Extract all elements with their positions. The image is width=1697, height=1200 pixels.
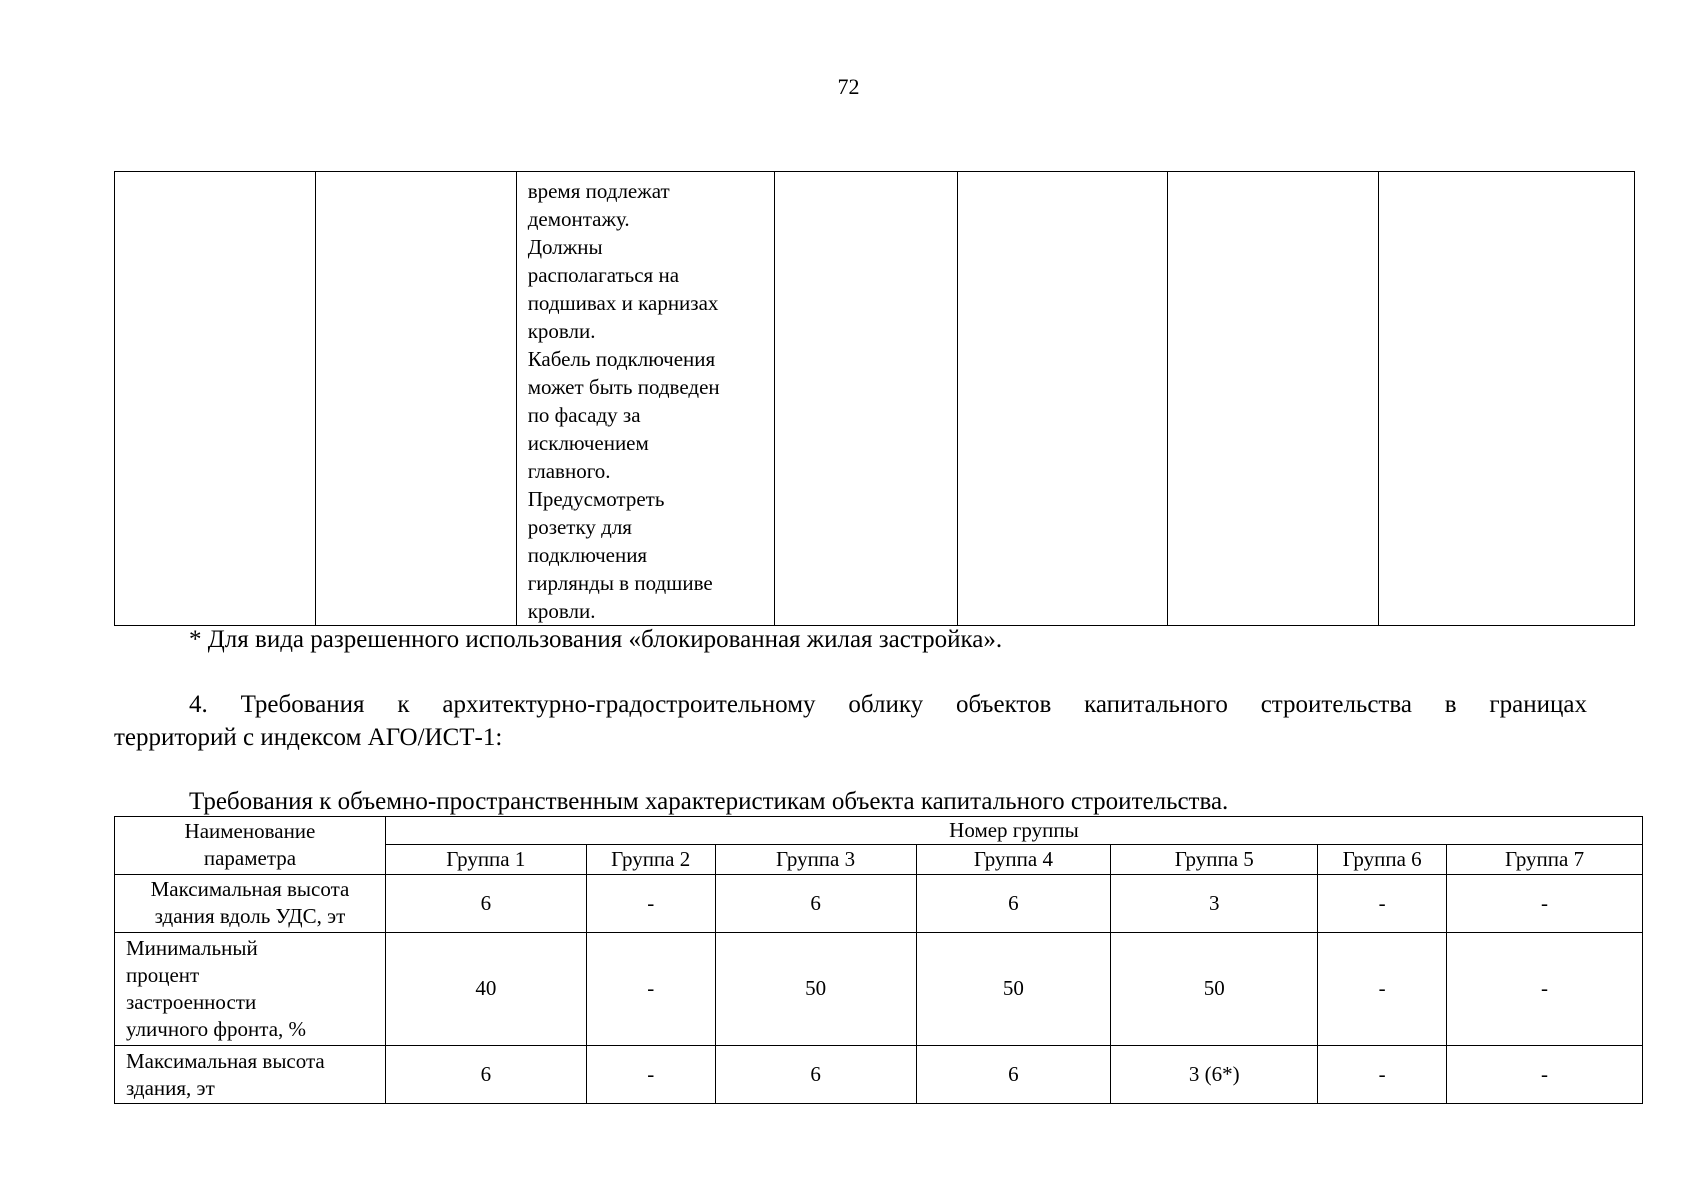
header-parameter-name xyxy=(115,817,386,875)
continuation-table xyxy=(114,171,1635,626)
text-line: по фасаду за xyxy=(527,403,641,427)
text-line: демонтажу. xyxy=(527,207,630,231)
header-group-1: Группа 1 xyxy=(385,845,586,874)
text-line: подшивах и карнизах xyxy=(527,291,719,315)
text-line: кровли. xyxy=(527,599,596,623)
cell-value: - xyxy=(1447,1046,1643,1104)
header-name-line: параметра xyxy=(203,846,297,871)
cell-value: 40 xyxy=(385,932,586,1046)
header-group-2: Группа 2 xyxy=(586,845,715,874)
name-line: Максимальная высота xyxy=(126,1048,325,1073)
name-line: застроенности xyxy=(126,989,257,1014)
continuation-cell-7 xyxy=(1379,172,1635,626)
continuation-cell-2 xyxy=(315,172,516,626)
cell-value: 3 xyxy=(1111,874,1318,932)
cell-value: - xyxy=(586,1046,715,1104)
continuation-text xyxy=(517,172,774,625)
table-row xyxy=(115,932,1643,1046)
page-number: 72 xyxy=(837,74,860,99)
cell-value: - xyxy=(1447,874,1643,932)
name-line: процент xyxy=(126,962,200,987)
cell-value: - xyxy=(1447,932,1643,1046)
text-line: подключения xyxy=(527,543,648,567)
cell-value: 50 xyxy=(1111,932,1318,1046)
table-row xyxy=(115,1046,1643,1104)
continuation-cell-requirements xyxy=(516,172,774,626)
section-line-2: территорий с индексом АГО/ИСТ-1: xyxy=(114,724,503,751)
continuation-cell-6 xyxy=(1168,172,1379,626)
cell-value: - xyxy=(586,932,715,1046)
cell-value: 50 xyxy=(715,932,916,1046)
name-line: Минимальный xyxy=(126,935,258,960)
table-row xyxy=(115,874,1643,932)
text-line: Предусмотреть xyxy=(527,487,665,511)
cell-value: - xyxy=(1318,874,1447,932)
cell-value: - xyxy=(1318,932,1447,1046)
header-group-4: Группа 4 xyxy=(916,845,1111,874)
text-line: розетку для xyxy=(527,515,632,539)
cell-value: 6 xyxy=(385,1046,586,1104)
cell-value: 3 (6*) xyxy=(1111,1046,1318,1104)
text-line: исключением xyxy=(527,431,649,455)
name-line: здания, эт xyxy=(126,1075,215,1100)
text-line: Кабель подключения xyxy=(527,347,716,371)
cell-value: - xyxy=(586,874,715,932)
text-line: Должны xyxy=(527,235,603,259)
section-line-1: 4. Требования к архитектурно-градостроительному облику объектов капитального строительства в границах xyxy=(189,691,1587,718)
header-group-3: Группа 3 xyxy=(715,845,916,874)
section-heading xyxy=(114,688,1587,754)
text-line: кровли. xyxy=(527,319,596,343)
footnote: * Для вида разрешенного использования «блокированная жилая застройка». xyxy=(189,626,1003,653)
row-parameter-name xyxy=(115,932,386,1046)
parameters-table xyxy=(114,816,1643,1104)
cell-value: 50 xyxy=(916,932,1111,1046)
cell-value: 6 xyxy=(715,874,916,932)
text-line: располагаться на xyxy=(527,263,680,287)
name-line: уличного фронта, % xyxy=(126,1016,307,1041)
header-group-7: Группа 7 xyxy=(1447,845,1643,874)
table-caption: Требования к объемно-пространственным характеристикам объекта капитального строительства. xyxy=(189,788,1229,815)
header-group-number: Номер группы xyxy=(385,817,1642,845)
row-parameter-name xyxy=(115,1046,386,1104)
text-line: может быть подведен xyxy=(527,375,720,399)
row-parameter-name xyxy=(115,874,386,932)
cell-value: 6 xyxy=(385,874,586,932)
cell-value: 6 xyxy=(916,1046,1111,1104)
text-line: главного. xyxy=(527,459,611,483)
cell-value: 6 xyxy=(916,874,1111,932)
header-group-6: Группа 6 xyxy=(1318,845,1447,874)
name-line: Максимальная высота xyxy=(150,877,350,902)
header-name-line: Наименование xyxy=(184,819,316,844)
text-line: время подлежат xyxy=(527,179,670,203)
continuation-cell-4 xyxy=(774,172,957,626)
continuation-cell-1 xyxy=(115,172,316,626)
cell-value: 6 xyxy=(715,1046,916,1104)
name-line: здания вдоль УДС, эт xyxy=(154,904,346,929)
text-line: гирлянды в подшиве xyxy=(527,571,713,595)
continuation-cell-5 xyxy=(957,172,1168,626)
cell-value: - xyxy=(1318,1046,1447,1104)
header-group-5: Группа 5 xyxy=(1111,845,1318,874)
